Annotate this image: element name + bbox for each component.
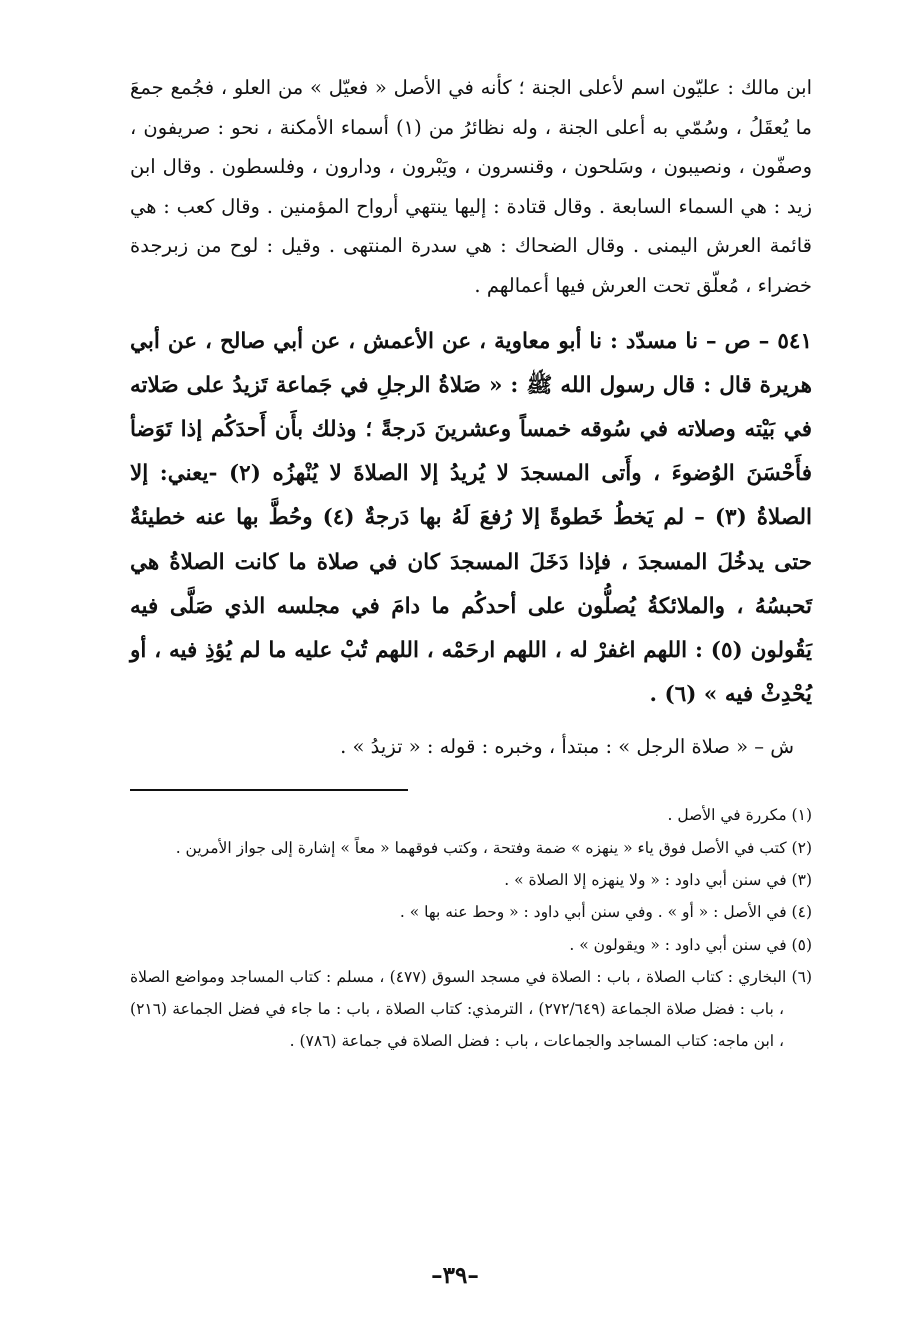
intro-paragraph: ابن مالك : عليّون اسم لأعلى الجنة ؛ كأنه في الأصل « فعيّل » من العلو ، فجُمع جمعَ ما يُعقَلُ ، وسُمّي به أعلى الجنة ، وله نظائرُ من (١) أسماء الأمكنة ، نحو : صريفون ، وصفّون ، ونصيبون ، وسَلحون ، وقنسرون ، ويَبْرون ، ودارون ، وفلسطون . وقال ابن زيد : هي السماء السابعة . وقال قتادة : إليها ينتهي أرواح المؤمنين . وقال كعب : هي قائمة العرش اليمنى . وقال الضحاك : هي سدرة المنتهى . وقيل : لوح من زبرجدة خضراء ، مُعلّق تحت العرش فيها أعمالهم . xyxy=(130,76,812,297)
footnote-divider xyxy=(130,789,408,791)
footnote-1: (١) مكررة في الأصل . xyxy=(667,806,812,825)
footnote-4: (٤) في الأصل : « أو » . وفي سنن أبي داود : « وحط عنه بها » . xyxy=(399,903,812,922)
footnote-5: (٥) في سنن أبي داود : « ويقولون » . xyxy=(569,935,812,954)
page-body xyxy=(130,68,812,1058)
footnote-6: (٦) البخاري : كتاب الصلاة ، باب : الصلاة في مسجد السوق (٤٧٧) ، مسلم : كتاب المساجد ومواضع الصلاة ، باب : فضل صلاة الجماعة (٢٧٢/٦٤٩) ، الترمذي: كتاب الصلاة ، باب : ما جاء في فضل الجماعة (٢١٦) ، ابن ماجه: كتاب المساجد والجماعات ، باب : فضل الصلاة في جماعة (٧٨٦) . xyxy=(130,967,812,1051)
footnote-3: (٣) في سنن أبي داود : « ولا ينهزه إلا الصلاة » . xyxy=(504,870,812,889)
hadith-541-paragraph: ٥٤١ – ص – نا مسدّد : نا أبو معاوية ، عن الأعمش ، عن أبي صالح ، عن أبي هريرة قال : قال رسول الله ﷺ : « صَلاةُ الرجلِ في جَماعة تَزيدُ على صَلاته في بَيْته وصلاته في سُوقه خمساً وعشرينَ دَرجةً ؛ وذلك بأَن أَحدَكُم إذا تَوَضأ فأَحْسَنَ الوُضوءَ ، وأَتى المسجدَ لا يُريدُ إلا الصلاةَ لا يُنْهزُه (٢) -يعني: إلا الصلاةُ (٣) – لم يَخطُ خَطوةً إلا رُفعَ لَهُ بها دَرجةٌ (٤) وحُطَّ بها عنه خطيئةٌ حتى يدخُلَ المسجدَ ، فإذا دَخَلَ المسجدَ كان في صلاة ما كانت الصلاةُ هي تَحبسُهُ ، والملائكةُ يُصلُّون على أحدكُم ما دامَ في مجلسه الذي صَلَّى فيه يَقُولون (٥) : اللهم اغفرْ له ، اللهم ارحَمْه ، اللهم تُبْ عليه ما لم يُؤذِ فيه ، أو يُحْدِثْ فيه » (٦) . xyxy=(130,328,812,708)
footnotes xyxy=(130,799,812,1057)
page-number: –٣٩– xyxy=(431,1262,479,1289)
commentary-paragraph: ش – « صلاة الرجل » : مبتدأ ، وخبره : قوله : « تزيدُ » . xyxy=(340,735,794,759)
footnote-2: (٢) كتب في الأصل فوق ياء « ينهزه » ضمة وفتحة ، وكتب فوقهما « معاً » إشارة إلى جواز الأمرين . xyxy=(175,838,812,857)
